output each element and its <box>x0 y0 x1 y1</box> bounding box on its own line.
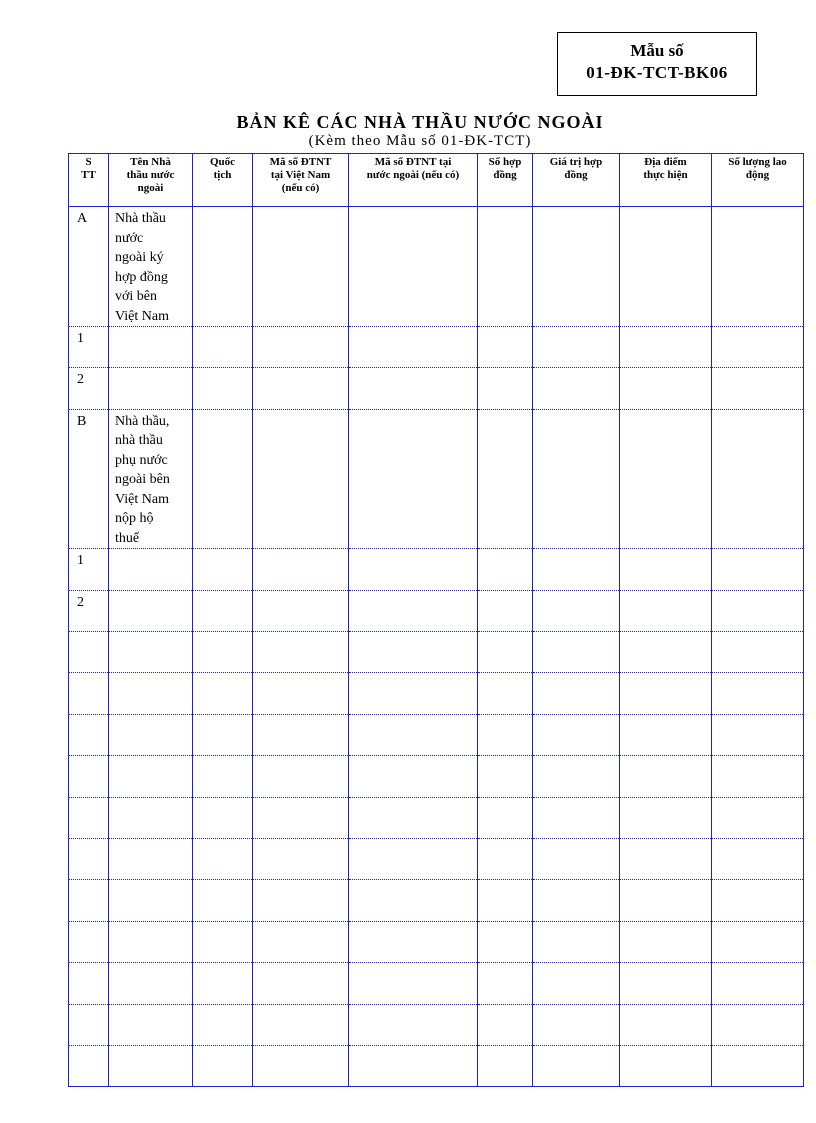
contractor-name-line: nộp hộ <box>115 511 154 527</box>
col-header-stt: S TT <box>69 154 109 207</box>
cell-tax-code-foreign <box>349 549 478 590</box>
cell-tax-code-foreign <box>349 797 478 838</box>
cell-nationality <box>193 1004 253 1045</box>
contractor-name-line: nước <box>115 230 144 246</box>
cell-contract-number <box>478 590 533 631</box>
cell-stt <box>69 1045 109 1086</box>
cell-contractor-name <box>109 590 193 631</box>
cell-tax-code-foreign <box>349 409 478 549</box>
col-header-location: Địa điểm thực hiện <box>620 154 712 207</box>
cell-tax-code-vn <box>253 921 349 962</box>
cell-stt: 1 <box>69 549 109 590</box>
cell-tax-code-foreign <box>349 1004 478 1045</box>
cell-location <box>620 921 712 962</box>
cell-labor-count <box>712 409 804 549</box>
cell-location <box>620 714 712 755</box>
cell-stt <box>69 632 109 673</box>
cell-labor-count <box>712 327 804 368</box>
table-header-row <box>69 154 804 207</box>
cell-stt: 2 <box>69 368 109 409</box>
cell-labor-count <box>712 797 804 838</box>
cell-labor-count <box>712 590 804 631</box>
table-row <box>69 632 804 673</box>
cell-labor-count <box>712 673 804 714</box>
col-header-contractor-name: Tên Nhà thầu nước ngoài <box>109 154 193 207</box>
cell-contract-value <box>533 797 620 838</box>
cell-nationality <box>193 921 253 962</box>
cell-contract-number <box>478 756 533 797</box>
cell-nationality <box>193 880 253 921</box>
cell-nationality <box>193 1045 253 1086</box>
page-subtitle: (Kèm theo Mẫu số 01-ĐK-TCT) <box>308 133 532 149</box>
cell-contract-value <box>533 368 620 409</box>
cell-stt <box>69 673 109 714</box>
cell-contract-value <box>533 590 620 631</box>
cell-contract-number <box>478 368 533 409</box>
cell-tax-code-vn <box>253 590 349 631</box>
cell-tax-code-foreign <box>349 632 478 673</box>
cell-tax-code-vn <box>253 327 349 368</box>
cell-stt <box>69 714 109 755</box>
cell-location <box>620 327 712 368</box>
cell-contract-value <box>533 963 620 1004</box>
cell-tax-code-foreign <box>349 590 478 631</box>
table-row <box>69 880 804 921</box>
cell-nationality <box>193 549 253 590</box>
cell-location <box>620 880 712 921</box>
cell-tax-code-foreign <box>349 673 478 714</box>
cell-nationality <box>193 327 253 368</box>
cell-tax-code-vn <box>253 409 349 549</box>
cell-location <box>620 549 712 590</box>
cell-contract-number <box>478 714 533 755</box>
cell-labor-count <box>712 1045 804 1086</box>
cell-contractor-name <box>109 207 193 327</box>
cell-stt: 2 <box>69 590 109 631</box>
cell-contract-value <box>533 673 620 714</box>
cell-location <box>620 632 712 673</box>
cell-contract-number <box>478 1004 533 1045</box>
cell-contractor-name <box>109 1004 193 1045</box>
cell-location <box>620 207 712 327</box>
cell-tax-code-vn <box>253 714 349 755</box>
table-row <box>69 1045 804 1086</box>
cell-location <box>620 368 712 409</box>
cell-nationality <box>193 590 253 631</box>
cell-tax-code-vn <box>253 839 349 880</box>
cell-tax-code-foreign <box>349 921 478 962</box>
contractor-name-line: Nhà thầu <box>115 211 166 226</box>
cell-location <box>620 756 712 797</box>
cell-contract-number <box>478 963 533 1004</box>
cell-contractor-name <box>109 632 193 673</box>
col-header-labor-count: Số lượng lao động <box>712 154 804 207</box>
cell-location <box>620 673 712 714</box>
cell-location <box>620 1004 712 1045</box>
contractor-name-line: nhà thầu <box>115 433 163 449</box>
cell-contract-value <box>533 921 620 962</box>
cell-contract-number <box>478 632 533 673</box>
contractor-name-line: Việt Nam <box>115 491 169 507</box>
cell-contractor-name <box>109 797 193 838</box>
cell-labor-count <box>712 1004 804 1045</box>
cell-contract-number <box>478 207 533 327</box>
cell-contractor-name <box>109 368 193 409</box>
cell-location <box>620 590 712 631</box>
cell-contract-value <box>533 756 620 797</box>
cell-labor-count <box>712 963 804 1004</box>
col-header-contract-number: Số hợp đồng <box>478 154 533 207</box>
cell-stt <box>69 839 109 880</box>
cell-stt <box>69 797 109 838</box>
page-title: BẢN KÊ CÁC NHÀ THẦU NƯỚC NGOÀI <box>236 112 604 132</box>
cell-contract-number <box>478 409 533 549</box>
cell-contract-number <box>478 327 533 368</box>
table-row <box>69 756 804 797</box>
cell-tax-code-foreign <box>349 714 478 755</box>
table-row <box>69 963 804 1004</box>
cell-contract-value <box>533 880 620 921</box>
cell-contractor-name <box>109 839 193 880</box>
form-code-label: Mẫu số <box>630 41 684 60</box>
cell-location <box>620 963 712 1004</box>
cell-nationality <box>193 673 253 714</box>
cell-contractor-name <box>109 921 193 962</box>
cell-tax-code-foreign <box>349 839 478 880</box>
cell-tax-code-vn <box>253 1045 349 1086</box>
cell-contractor-name <box>109 714 193 755</box>
cell-tax-code-vn <box>253 756 349 797</box>
cell-labor-count <box>712 880 804 921</box>
cell-contract-value <box>533 409 620 549</box>
cell-tax-code-vn <box>253 963 349 1004</box>
contractor-name-line: Nhà thầu, <box>115 413 170 429</box>
cell-labor-count <box>712 714 804 755</box>
cell-nationality <box>193 632 253 673</box>
cell-contract-value <box>533 839 620 880</box>
cell-contractor-name <box>109 963 193 1004</box>
cell-stt <box>69 1004 109 1045</box>
col-header-tax-code-vn: Mã số ĐTNT tại Việt Nam (nếu có) <box>253 154 349 207</box>
cell-nationality <box>193 714 253 755</box>
cell-tax-code-vn <box>253 673 349 714</box>
table-row <box>69 409 804 549</box>
cell-contract-value <box>533 632 620 673</box>
cell-tax-code-foreign <box>349 963 478 1004</box>
cell-contract-number <box>478 839 533 880</box>
cell-contractor-name <box>109 327 193 368</box>
col-header-nationality: Quốc tịch <box>193 154 253 207</box>
cell-contract-number <box>478 921 533 962</box>
contractor-table <box>68 153 804 1087</box>
cell-contract-number <box>478 880 533 921</box>
cell-nationality <box>193 409 253 549</box>
cell-labor-count <box>712 839 804 880</box>
table-row <box>69 549 804 590</box>
cell-tax-code-foreign <box>349 327 478 368</box>
cell-contract-number <box>478 673 533 714</box>
cell-contract-value <box>533 714 620 755</box>
cell-contractor-name <box>109 409 193 549</box>
cell-contractor-name <box>109 549 193 590</box>
contractor-name-line: với bên <box>115 289 158 304</box>
table-row <box>69 207 804 327</box>
form-code-number: 01-ĐK-TCT-BK06 <box>586 63 728 82</box>
cell-tax-code-foreign <box>349 207 478 327</box>
cell-nationality <box>193 756 253 797</box>
contractor-name-line: ngoài bên <box>115 472 170 488</box>
cell-stt <box>69 921 109 962</box>
cell-labor-count <box>712 549 804 590</box>
contractor-name-line: hợp đồng <box>115 269 168 285</box>
cell-contractor-name <box>109 673 193 714</box>
cell-location <box>620 839 712 880</box>
table-row <box>69 839 804 880</box>
cell-tax-code-vn <box>253 1004 349 1045</box>
cell-location <box>620 797 712 838</box>
cell-location <box>620 409 712 549</box>
cell-labor-count <box>712 756 804 797</box>
table-row <box>69 797 804 838</box>
cell-labor-count <box>712 368 804 409</box>
cell-contract-number <box>478 1045 533 1086</box>
cell-nationality <box>193 963 253 1004</box>
cell-stt <box>69 880 109 921</box>
cell-contract-value <box>533 1045 620 1086</box>
cell-tax-code-foreign <box>349 880 478 921</box>
cell-contractor-name <box>109 1045 193 1086</box>
cell-tax-code-vn <box>253 549 349 590</box>
cell-contract-value <box>533 207 620 327</box>
cell-contract-number <box>478 797 533 838</box>
cell-labor-count <box>712 921 804 962</box>
contractor-name-line: phụ nước <box>115 452 168 468</box>
table-row <box>69 714 804 755</box>
cell-tax-code-foreign <box>349 756 478 797</box>
cell-tax-code-vn <box>253 880 349 921</box>
cell-contract-value <box>533 549 620 590</box>
table-row <box>69 1004 804 1045</box>
table-row <box>69 673 804 714</box>
form-code-box <box>557 32 757 96</box>
cell-tax-code-vn <box>253 632 349 673</box>
cell-stt: B <box>69 409 109 549</box>
col-header-tax-code-foreign: Mã số ĐTNT tại nước ngoài (nếu có) <box>349 154 478 207</box>
cell-tax-code-vn <box>253 368 349 409</box>
cell-stt <box>69 963 109 1004</box>
table-row <box>69 921 804 962</box>
cell-nationality <box>193 839 253 880</box>
cell-nationality <box>193 207 253 327</box>
cell-contract-number <box>478 549 533 590</box>
contractor-name-line: thuế <box>115 530 140 546</box>
cell-labor-count <box>712 632 804 673</box>
cell-contract-value <box>533 1004 620 1045</box>
contractor-name-line: Việt Nam <box>115 308 169 324</box>
cell-location <box>620 1045 712 1086</box>
table-row <box>69 590 804 631</box>
cell-labor-count <box>712 207 804 327</box>
cell-tax-code-vn <box>253 207 349 327</box>
cell-nationality <box>193 797 253 838</box>
contractor-name-line: ngoài ký <box>115 250 164 265</box>
col-header-contract-value: Giá trị hợp đồng <box>533 154 620 207</box>
cell-contract-value <box>533 327 620 368</box>
cell-contractor-name <box>109 756 193 797</box>
cell-stt: 1 <box>69 327 109 368</box>
cell-tax-code-vn <box>253 797 349 838</box>
table-row <box>69 327 804 368</box>
cell-stt <box>69 756 109 797</box>
cell-tax-code-foreign <box>349 368 478 409</box>
cell-tax-code-foreign <box>349 1045 478 1086</box>
cell-contractor-name <box>109 880 193 921</box>
cell-nationality <box>193 368 253 409</box>
cell-stt: A <box>69 207 109 327</box>
table-row <box>69 368 804 409</box>
